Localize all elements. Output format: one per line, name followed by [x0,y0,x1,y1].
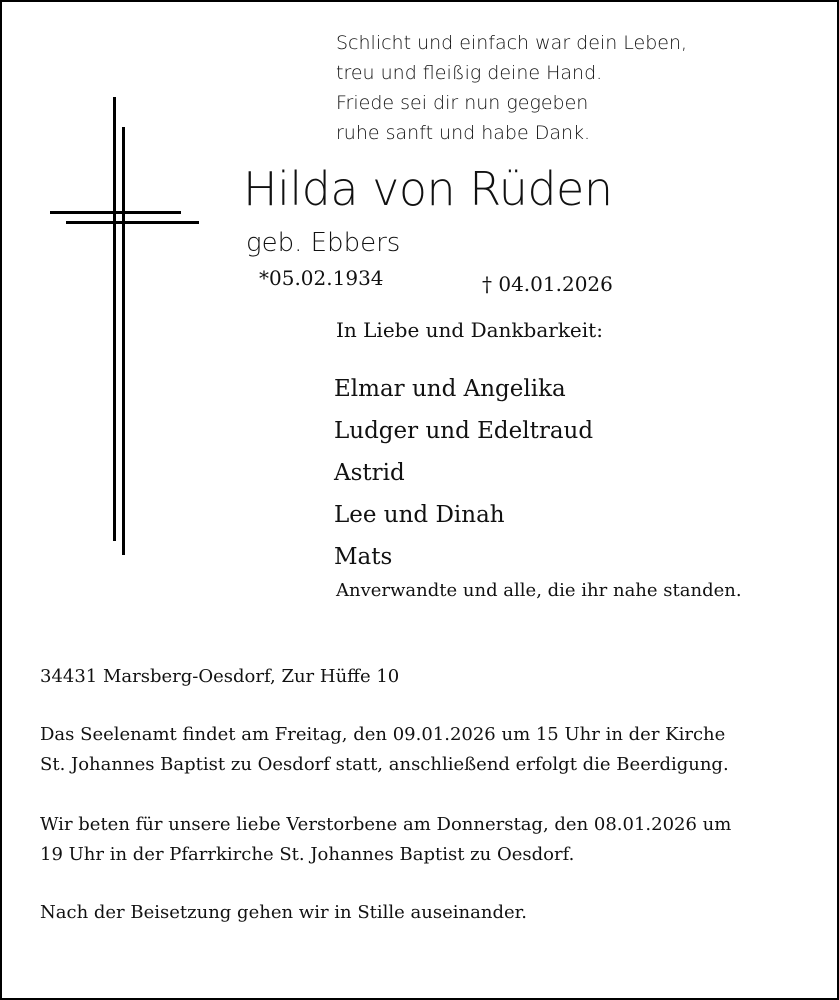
address: 34431 Marsberg-Oesdorf, Zur Hüffe 10 [40,666,400,687]
closing-line: Nach der Beisetzung gehen wir in Stille auseinander. [40,902,527,923]
deceased-name: Hilda von Rüden [243,162,613,216]
prayer-line: 19 Uhr in der Pfarrkirche St. Johannes Baptist zu Oesdorf. [40,844,575,865]
birth-date: *05.02.1934 [259,266,384,290]
relatives-line: Anverwandte und alle, die ihr nahe standen. [336,580,742,601]
mourner-name: Lee und Dinah [334,502,505,528]
poem-line: Friede sei dir nun gegeben [336,92,589,114]
mourner-name: Astrid [334,460,405,486]
mourner-name: Mats [334,544,393,570]
poem-line: ruhe sanft und habe Dank. [336,122,591,144]
service-line: St. Johannes Baptist zu Oesdorf statt, anschließend erfolgt die Beerdigung. [40,754,729,775]
poem-line: treu und fleißig deine Hand. [336,62,603,84]
mourners-list [334,368,593,578]
prayer-info [40,810,731,870]
service-info [40,720,729,780]
poem [336,28,687,148]
mourner-name: Ludger und Edeltraud [334,418,594,444]
death-date: † 04.01.2026 [482,272,613,296]
poem-line: Schlicht und einfach war dein Leben, [336,32,688,54]
mourner-name: Elmar und Angelika [334,376,566,402]
mourners-intro: In Liebe und Dankbarkeit: [336,318,603,342]
birth-name: geb. Ebbers [246,228,401,258]
prayer-line: Wir beten für unsere liebe Verstorbene am Donnerstag, den 08.01.2026 um [40,814,732,835]
service-line: Das Seelenamt findet am Freitag, den 09.01.2026 um 15 Uhr in der Kirche [40,724,726,745]
